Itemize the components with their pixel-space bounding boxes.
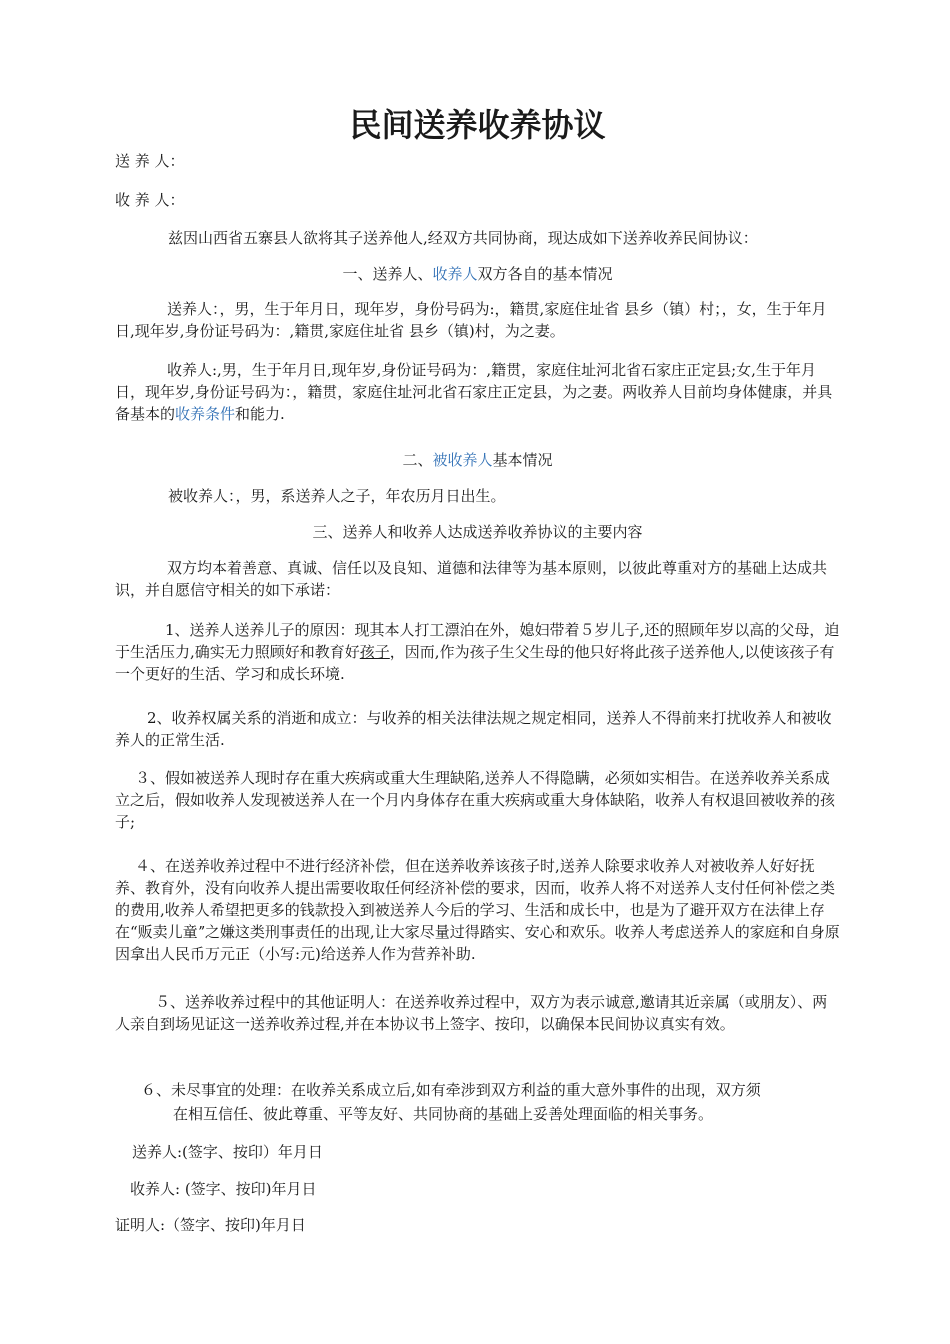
principle-paragraph: 双方均本着善意、真诚、信任以及良知、道德和法律等为基本原则，以彼此尊重对方的基础上达成共识，并自愿信守相关的如下承诺： (115, 559, 828, 599)
adoptee-link[interactable]: 被收养人 (432, 451, 493, 469)
adopter-label: 收 养 人： (115, 191, 185, 209)
sender-info-paragraph: 送养人：，男，生于年月日，现年岁，身份号码为:，籍贯,家庭住址省 县乡（镇）村；，女，生于年月日,现年岁,身份证号码为：,籍贯,家庭住址省 县乡（镇)村，为之妻。 (115, 300, 827, 340)
adopter-info-paragraph: 收养人:,男，生于年月日,现年岁,身份证号码为：,籍贯，家庭住址河北省石家庄正定县;女,生于年月日，现年岁,身份证号码为：，籍贯，家庭住址河北省石家庄正定县，为之妻。两收养人目前均身体健康，并具备基本的收养条件和能力. (115, 361, 833, 423)
item-6-line-2: 在相互信任、彼此尊重、平等友好、共同协商的基础上妥善处理面临的相关事务。 (173, 1105, 714, 1123)
section-3-heading: 三、送养人和收养人达成送养收养协议的主要内容 (312, 523, 643, 541)
intro-paragraph: 兹因山西省五寨县人欲将其子送养他人,经双方共同协商，现达成如下送养收养民间协议： (168, 229, 758, 247)
section-2-heading: 二、被收养人基本情况 (402, 451, 553, 469)
adoptee-info: 被收养人：，男，系送养人之子，年农历月日出生。 (168, 487, 506, 505)
item-3-paragraph: ３、假如被送养人现时存在重大疾病或重大生理缺陷,送养人不得隐瞒，必须如实相告。在送养收养关系成立之后，假如收养人发现被送养人在一个月内身体存在重大疾病或重大身体缺陷，收养人有权退回被收养的孩子; (115, 769, 836, 831)
document-title: 民间送养收养协议 (349, 106, 606, 144)
adoption-conditions-link[interactable]: 收养条件 (175, 405, 236, 423)
item-2-paragraph: 2、收养权属关系的消逝和成立：与收养的相关法律法规之规定相同，送养人不得前来打扰收养人和被收养人的正常生活. (115, 709, 832, 749)
adopter-link[interactable]: 收养人 (432, 265, 478, 283)
signature-sender: 送养人:(签字、按印）年月日 (132, 1143, 323, 1161)
signature-adopter: 收养人: (签字、按印)年月日 (130, 1180, 317, 1198)
sender-label: 送 养 人： (115, 152, 185, 170)
item-5-paragraph: ５、送养收养过程中的其他证明人：在送养收养过程中，双方为表示诚意,邀请其近亲属（或朋友）、两人亲自到场见证这一送养收养过程,并在本协议书上签字、按印，以确保本民间协议真实有效。 (115, 993, 828, 1033)
item-6-line-1: ６、未尽事宜的处理：在收养关系成立后,如有牵涉到双方利益的重大意外事件的出现，双方须 (141, 1081, 761, 1099)
signature-witness: 证明人:（签字、按印)年月日 (115, 1216, 306, 1234)
item-1-paragraph: 1、送养人送养儿子的原因：现其本人打工漂泊在外，媳妇带着５岁儿子,还的照顾年岁以高的父母，迫于生活压力,确实无力照顾好和教育好孩子，因而,作为孩子生父生母的他只好将此孩子送养他人,以使该孩子有一个更好的生活、学习和成长环境. (115, 621, 840, 683)
section-1-heading: 一、送养人、收养人双方各自的基本情况 (342, 265, 613, 283)
item-4-paragraph: ４、在送养收养过程中不进行经济补偿，但在送养收养该孩子时,送养人除要求收养人对被收养人好好抚养、教育外，没有向收养人提出需要收取任何经济补偿的要求，因而，收养人将不对送养人支付任何补偿之类的费用,收养人希望把更多的钱款投入到被送养人今后的学习、生活和成长中，也是为了避开双方在法律上存在“贩卖儿童ˮ之嫌这类刑事责任的出现,让大家尽量过得踏实、安心和欢乐。收养人考虑送养人的家庭和自身原因拿出人民币万元正（小写:元)给送养人作为营养补助. (115, 857, 840, 963)
